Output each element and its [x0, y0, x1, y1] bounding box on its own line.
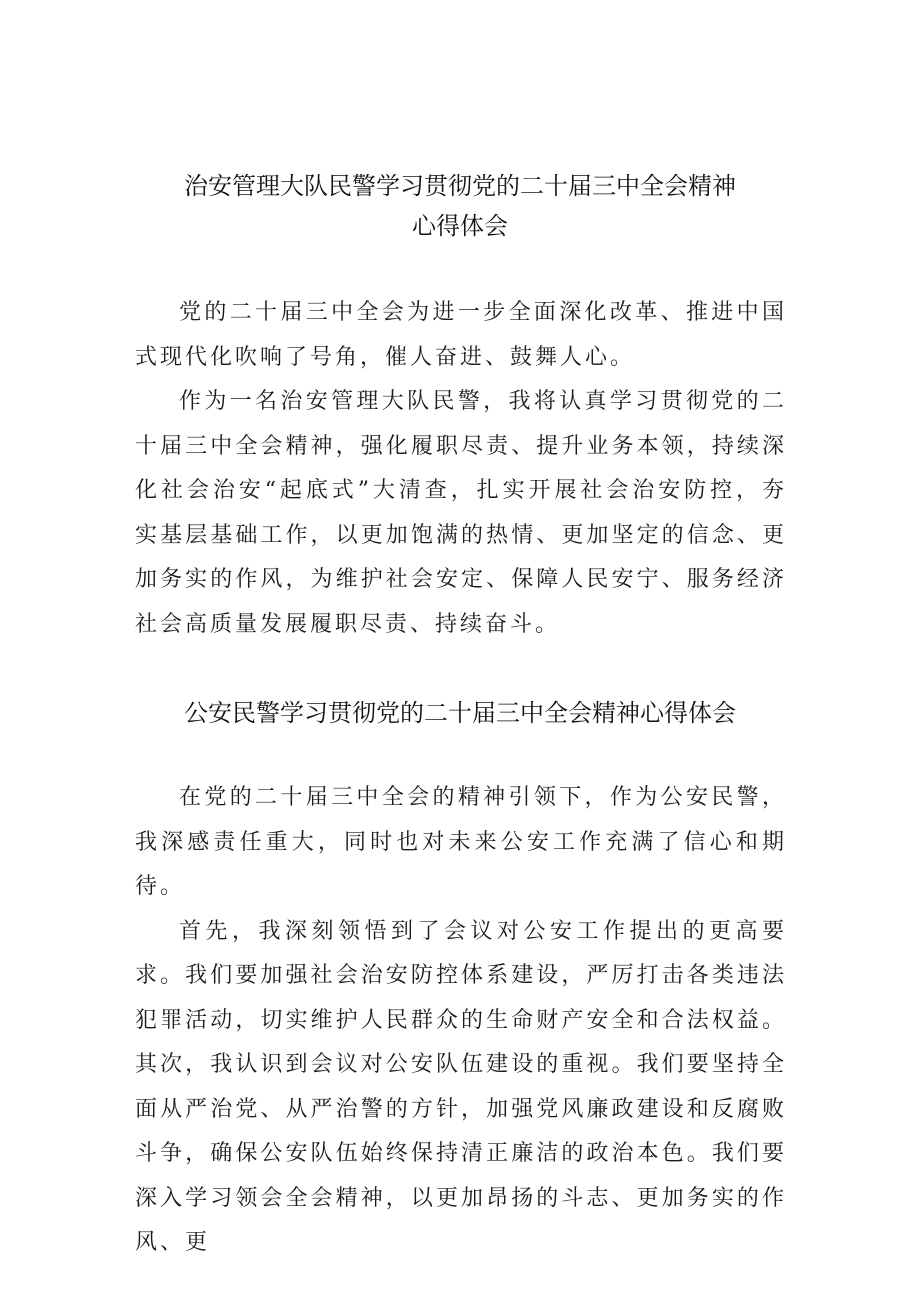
section-1-title — [135, 166, 785, 246]
section-2-title-line-1: 公安民警学习贯彻党的二十届三中全会精神心得体会 — [184, 699, 736, 727]
section-1-body — [135, 291, 787, 647]
section-2-body — [135, 776, 787, 1266]
section-2-paragraph-2: 首先，我深刻领悟到了会议对公安工作提出的更高要求。我们要加强社会治安防控体系建设，严厉打击各类违法犯罪活动，切实维护人民群众的生命财产安全和合法权益。其次，我认识到会议对公安队伍建设的重视。我们要坚持全面从严治党、从严治警的方针，加强党风廉政建设和反腐败斗争，确保公安队伍始终保持清正廉洁的政治本色。我们要深入学习领会全会精神，以更加昂扬的斗志、更加务实的作风、更 — [135, 918, 787, 1255]
section-2-title — [135, 693, 785, 733]
section-2-paragraph-1: 在党的二十届三中全会的精神引领下，作为公安民警，我深感责任重大，同时也对未来公安工作充满了信心和期待。 — [135, 785, 787, 899]
section-1-title-line-2: 心得体会 — [412, 212, 508, 240]
section-1-paragraph-2: 作为一名治安管理大队民警，我将认真学习贯彻党的二十届三中全会精神，强化履职尽责、提升业务本领，持续深化社会治安“起底式”大清查，扎实开展社会治安防控，夯实基层基础工作，以更加饱满的热情、更加坚定的信念、更加务实的作风，为维护社会安定、保障人民安宁、服务经济社会高质量发展履职尽责、持续奋斗。 — [135, 389, 787, 637]
section-1-title-line-1: 治安管理大队民警学习贯彻党的二十届三中全会精神 — [184, 172, 736, 200]
section-1-paragraph-1: 党的二十届三中全会为进一步全面深化改革、推进中国式现代化吹响了号角，催人奋进、鼓舞人心。 — [135, 300, 787, 370]
